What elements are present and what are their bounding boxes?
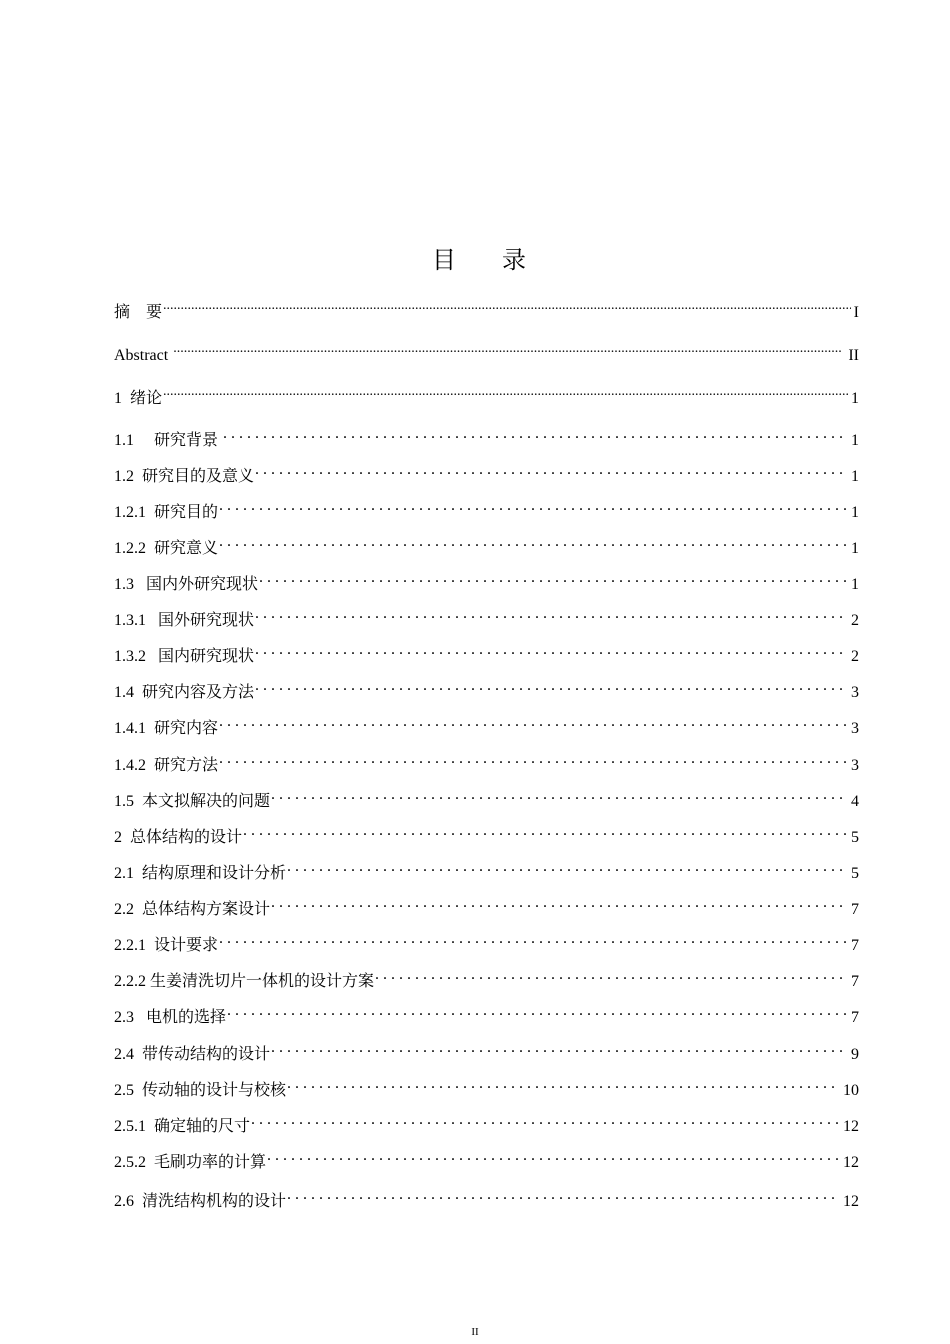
toc-entry-page: 7	[851, 937, 859, 954]
toc-entry-label: 1.3.2 国内研究现状	[114, 648, 255, 665]
toc-entry-label: 摘 要	[114, 304, 163, 321]
toc-entry[interactable]	[114, 856, 859, 882]
dot-leader	[255, 675, 848, 697]
toc-entry-label: 1.4.1 研究内容	[114, 720, 219, 737]
toc-entry-page: 10	[843, 1082, 859, 1099]
toc-entry-page: 1	[851, 390, 859, 407]
toc-entry-label: 1.2 研究目的及意义	[114, 468, 255, 485]
toc-entry-label: 1.3.1 国外研究现状	[114, 612, 255, 629]
toc-entry[interactable]	[114, 748, 859, 774]
toc-entry-page: 3	[851, 757, 859, 774]
toc-entry-label: 2.2 总体结构方案设计	[114, 901, 271, 918]
toc-entry[interactable]	[114, 495, 859, 521]
toc-entry[interactable]	[114, 1037, 859, 1063]
dot-leader	[255, 459, 848, 481]
toc-entry[interactable]	[114, 820, 859, 846]
dot-leader	[255, 603, 848, 625]
toc-entry-page: 12	[843, 1193, 859, 1210]
toc-entry-label: 2.4 带传动结构的设计	[114, 1046, 271, 1063]
dot-leader	[375, 964, 848, 986]
toc-entry[interactable]	[114, 1073, 859, 1099]
toc-entry-page: 5	[851, 829, 859, 846]
dot-leader	[251, 1109, 840, 1131]
dot-leader	[219, 495, 848, 517]
toc-entry-page: II	[844, 347, 859, 364]
dot-leader	[267, 1145, 840, 1167]
dot-leader	[287, 1184, 840, 1206]
toc-entry[interactable]	[114, 338, 859, 364]
dot-leader	[173, 338, 841, 360]
toc-entry-label: 1.1 研究背景	[114, 432, 223, 449]
toc-entry-label: 2.5.2 毛刷功率的计算	[114, 1154, 267, 1171]
toc-entry[interactable]	[114, 711, 859, 737]
toc-heading: 目 录	[432, 248, 546, 274]
toc-entry-label: 1.4 研究内容及方法	[114, 684, 255, 701]
toc-entry-label: 1 绪论	[114, 390, 163, 407]
toc-entry[interactable]	[114, 1184, 859, 1210]
toc-entry-page: 2	[851, 648, 859, 665]
toc-entry[interactable]	[114, 295, 859, 321]
toc-entry-label: 2 总体结构的设计	[114, 829, 243, 846]
toc-entry[interactable]	[114, 928, 859, 954]
toc-entry-page: 1	[851, 504, 859, 521]
toc-entry-label: 2.6 清洗结构机构的设计	[114, 1193, 287, 1210]
dot-leader	[223, 423, 848, 445]
toc-entry-label: 2.2.2 生姜清洗切片一体机的设计方案	[114, 973, 375, 990]
dot-leader	[219, 928, 848, 950]
toc-entry[interactable]	[114, 1109, 859, 1135]
dot-leader	[163, 295, 851, 317]
toc-entry[interactable]	[114, 1000, 859, 1026]
dot-leader	[219, 711, 848, 733]
toc-entry-label: 1.2.2 研究意义	[114, 540, 219, 557]
toc-entry[interactable]	[114, 964, 859, 990]
toc-entry[interactable]	[114, 639, 859, 665]
toc-entry-label: Abstract	[114, 347, 173, 364]
toc-entry-page: I	[853, 304, 859, 321]
dot-leader	[255, 639, 848, 661]
dot-leader	[287, 1073, 840, 1095]
toc-entry-label: 2.5 传动轴的设计与校核	[114, 1082, 287, 1099]
dot-leader	[271, 892, 848, 914]
toc-entry[interactable]	[114, 381, 859, 407]
toc-entry-page: 1	[851, 576, 859, 593]
toc-entry-page: 4	[851, 793, 859, 810]
toc-entry-label: 2.3 电机的选择	[114, 1009, 227, 1026]
toc-entry-page: 7	[851, 973, 859, 990]
toc-entry[interactable]	[114, 531, 859, 557]
dot-leader	[271, 784, 848, 806]
dot-leader	[227, 1000, 848, 1022]
dot-leader	[271, 1037, 848, 1059]
toc-entry[interactable]	[114, 603, 859, 629]
toc-entry[interactable]	[114, 459, 859, 485]
toc-entry-page: 3	[851, 720, 859, 737]
toc-entry-page: 1	[851, 432, 859, 449]
toc-entry-page: 1	[851, 540, 859, 557]
toc-entry[interactable]	[114, 784, 859, 810]
toc-entry[interactable]	[114, 1145, 859, 1171]
toc-entry-label: 1.4.2 研究方法	[114, 757, 219, 774]
dot-leader	[163, 381, 848, 403]
toc-entry-page: 7	[851, 1009, 859, 1026]
toc-entry-page: 12	[843, 1118, 859, 1135]
toc-entry-page: 2	[851, 612, 859, 629]
toc-entry-label: 1.5 本文拟解决的问题	[114, 793, 271, 810]
toc-entry-label: 1.2.1 研究目的	[114, 504, 219, 521]
dot-leader	[259, 567, 848, 589]
toc-entry-label: 2.2.1 设计要求	[114, 937, 219, 954]
toc-entry[interactable]	[114, 423, 859, 449]
toc-entry[interactable]	[114, 892, 859, 918]
toc-entry-page: 9	[851, 1046, 859, 1063]
dot-leader	[243, 820, 848, 842]
toc-entry[interactable]	[114, 675, 859, 701]
toc-entry-label: 2.5.1 确定轴的尺寸	[114, 1118, 251, 1135]
toc-entry[interactable]	[114, 567, 859, 593]
page-number: II	[471, 1326, 479, 1338]
toc-entry-page: 7	[851, 901, 859, 918]
toc-entry-label: 2.1 结构原理和设计分析	[114, 865, 287, 882]
dot-leader	[287, 856, 848, 878]
toc-entry-page: 1	[851, 468, 859, 485]
toc-entry-page: 5	[851, 865, 859, 882]
toc-entry-page: 3	[851, 684, 859, 701]
toc-entry-page: 12	[843, 1154, 859, 1171]
toc-entry-label: 1.3 国内外研究现状	[114, 576, 259, 593]
dot-leader	[219, 531, 848, 553]
dot-leader	[219, 748, 848, 770]
